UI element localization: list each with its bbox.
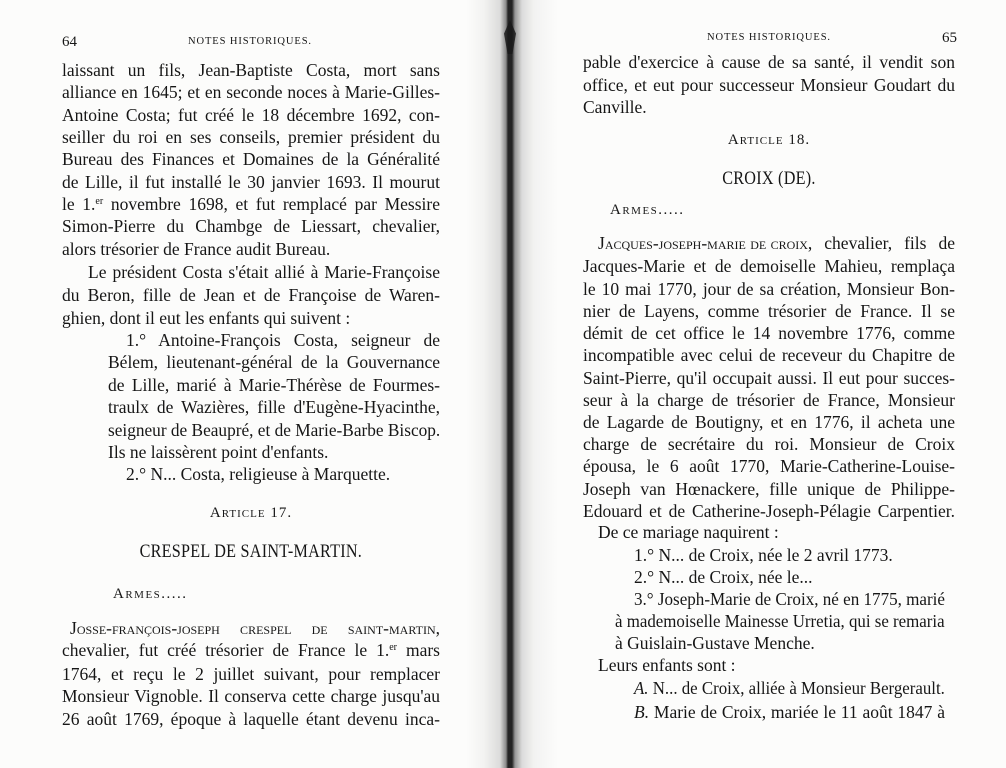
- text-line: Bélem, lieutenant-général de la Gouvernance: [108, 352, 440, 372]
- page-number: 65: [942, 30, 957, 46]
- text-line: charge de secrétaire du roi. Monsieur de Croix: [583, 434, 955, 454]
- text-line: alliance en 1645; et en seconde noces à Marie-Gilles-: [62, 82, 440, 102]
- item-label: B.: [634, 702, 650, 722]
- name-small-caps: Jacques-joseph-marie de croix: [598, 233, 808, 253]
- list-item: 3.° Joseph-Marie de Croix, né en 1775, marié: [634, 589, 945, 609]
- text-line: épousa, le 6 août 1770, Marie-Catherine-Louise-: [583, 456, 955, 476]
- text-segment: Marie de Croix, mariée le 11 août 1847 à: [649, 702, 945, 722]
- list-item: [634, 701, 945, 723]
- text-line: le 10 mai 1770, jour de sa création, Monsieur Bon-: [583, 279, 955, 299]
- text-line: Saint-Pierre, qu'il occupait aussi. Il eut pour succes-: [583, 368, 955, 388]
- list-item: 2.° N... de Croix, née le...: [634, 567, 813, 587]
- item-label: A.: [634, 678, 649, 698]
- text-line: alors trésorier de France audit Bureau.: [62, 239, 331, 259]
- text-line: Le président Costa s'était allié à Marie-Françoise: [88, 262, 440, 282]
- text-line: à mademoiselle Mainesse Urretia, qui se remaria: [615, 611, 945, 631]
- article-title: CRESPEL DE SAINT-MARTIN.: [139, 541, 363, 562]
- article-title: CROIX (DE).: [722, 168, 816, 189]
- text-segment: , chevalier, fils de: [807, 233, 955, 253]
- text-line: [62, 193, 440, 215]
- list-item: 1.° N... de Croix, née le 2 avril 1773.: [634, 545, 893, 565]
- text-line: démit de cet office le 14 novembre 1776, comme: [583, 323, 955, 343]
- text-segment: le 1.: [62, 194, 96, 214]
- text-line: Bureau des Finances et Domaines de la Généralité: [62, 149, 440, 169]
- text-line: incompatible avec celui de receveur du Chapitre de: [583, 345, 955, 365]
- running-head: NOTES HISTORIQUES.: [707, 32, 831, 43]
- running-head: NOTES HISTORIQUES.: [188, 36, 312, 47]
- text-segment: chevalier, fut créé trésorier de France le 1.: [62, 640, 390, 660]
- text-line: 26 août 1769, époque à laquelle étant devenu inca-: [62, 709, 440, 729]
- armes-line: Armes.....: [113, 586, 188, 602]
- text-line: Antoine Costa; fut créé le 18 décembre 1692, con-: [62, 105, 440, 125]
- list-item: [634, 677, 945, 699]
- text-line: seur à la charge de trésorier de France, Monsieur: [583, 390, 955, 410]
- text-line: Ils ne laissèrent point d'enfants.: [108, 442, 329, 462]
- text-line: Jacques-Marie et de demoiselle Mahieu, remplaça: [583, 256, 955, 276]
- text-line: Simon-Pierre du Chambge de Liessart, chevalier,: [62, 216, 440, 236]
- text-line: à Guislain-Gustave Menche.: [615, 633, 815, 653]
- text-line: de Lille, il fut installé le 30 janvier 1693. Il mourut: [62, 172, 440, 192]
- page-number: 64: [62, 34, 77, 50]
- text-line: du Beron, fille de Jean et de Françoise de Waren-: [62, 285, 440, 305]
- text-line: pable d'exercice à cause de sa santé, il vendit son: [583, 52, 955, 72]
- list-item: 2.° N... Costa, religieuse à Marquette.: [126, 464, 391, 484]
- article-title-row: [583, 166, 955, 192]
- text-line: traulx de Wazières, fille d'Eugène-Hyacinthe,: [108, 397, 440, 417]
- text-line: 1764, et reçu le 2 juillet suivant, pour remplacer: [62, 664, 440, 684]
- text-line: nier de Layens, comme trésorier de France. Il se: [583, 301, 955, 321]
- text-line: Monsieur Vignoble. Il conserva cette charge jusqu'au: [62, 686, 440, 706]
- text-line: Leurs enfants sont :: [598, 655, 736, 675]
- article-heading: Article 17.: [209, 505, 293, 521]
- text-line: Josse-françois-joseph crespel de saint-martin,: [70, 618, 440, 638]
- text-line: seiller du roi en ses conseils, premier président du: [62, 127, 440, 147]
- text-line: de Lagarde de Boutigny, et en 1776, il acheta une: [583, 412, 955, 432]
- article-heading: Article 18.: [727, 132, 811, 148]
- text-line: de Lille, marié à Marie-Thérèse de Fourmes-: [108, 375, 440, 395]
- article-title-row: [62, 539, 440, 565]
- text-line: [62, 639, 440, 661]
- superscript: er: [389, 642, 398, 653]
- text-line: [598, 232, 955, 254]
- text-line: seigneur de Beaupré, et de Marie-Barbe Biscop.: [108, 420, 441, 440]
- text-line: laissant un fils, Jean-Baptiste Costa, mort sans: [62, 60, 440, 80]
- text-line: ghien, dont il eut les enfants qui suivent :: [62, 308, 351, 328]
- text-segment: N... de Croix, alliée à Monsieur Bergerault.: [648, 678, 945, 698]
- text-line: Edouard et de Catherine-Joseph-Pélagie Carpentier.: [583, 501, 955, 521]
- text-line: office, et eut pour successeur Monsieur Goudart du: [583, 75, 955, 95]
- text-line: Joseph van Hœnackere, fille unique de Philippe-: [583, 479, 955, 499]
- text-segment: mars: [397, 640, 440, 660]
- armes-line: Armes.....: [610, 202, 685, 218]
- text-segment: novembre 1698, et fut remplacé par Messire: [103, 194, 440, 214]
- text-line: Canville.: [583, 97, 647, 117]
- list-item: 1.° Antoine-François Costa, seigneur de: [126, 330, 440, 350]
- superscript: er: [95, 196, 104, 207]
- text-line: De ce mariage naquirent :: [598, 522, 779, 542]
